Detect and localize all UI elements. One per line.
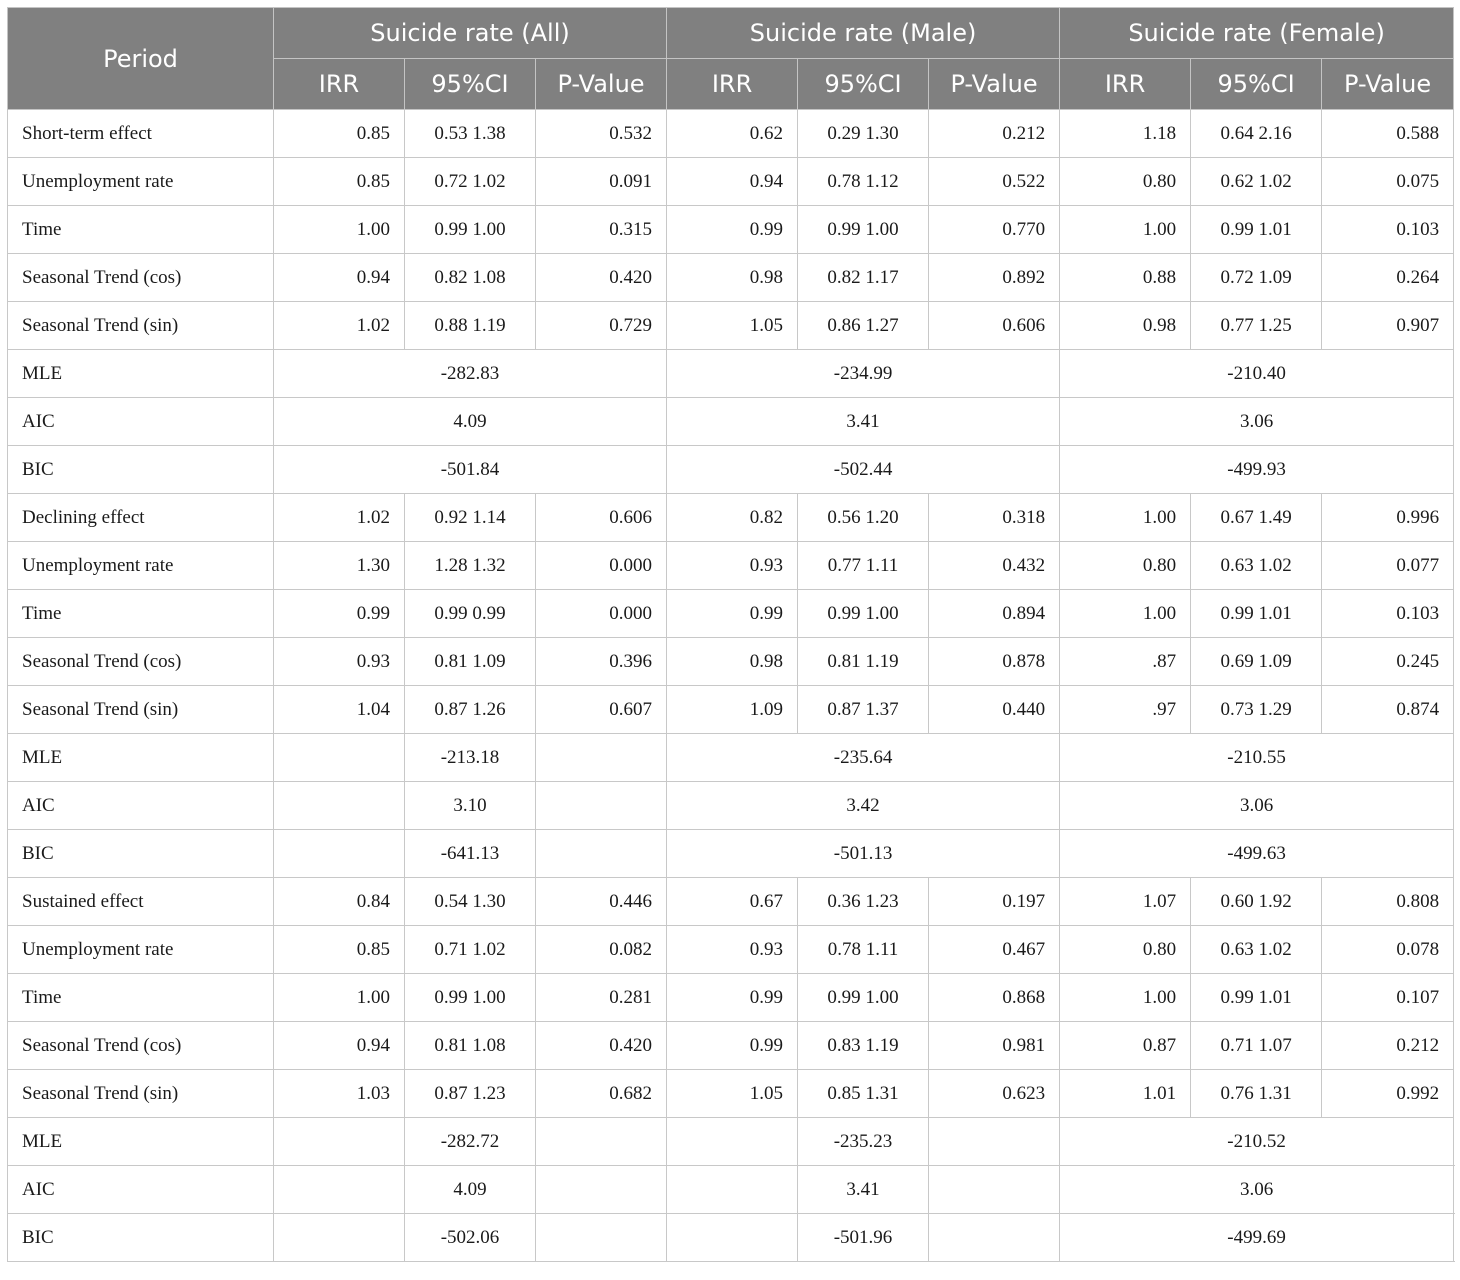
- p-value-cell: 0.077: [1322, 542, 1454, 590]
- model-stat-row: [8, 1214, 1454, 1262]
- p-value-cell: 0.808: [1322, 878, 1454, 926]
- model-stat-value: -641.13: [405, 830, 536, 878]
- table-row: [8, 974, 1454, 1022]
- table-header: [8, 8, 1454, 110]
- p-value-cell: 0.907: [1322, 302, 1454, 350]
- group-header-female: Suicide rate (Female): [1060, 8, 1454, 59]
- irr-cell: 0.85: [274, 158, 405, 206]
- p-value-cell: 0.091: [536, 158, 667, 206]
- model-stat-value: -501.84: [274, 446, 667, 494]
- p-value-cell: 0.892: [929, 254, 1060, 302]
- p-value-header: P-Value: [1322, 59, 1454, 110]
- model-stat-row: [8, 446, 1454, 494]
- table-row: [8, 1070, 1454, 1118]
- ci-cell: 0.36 1.23: [798, 878, 929, 926]
- ci-cell: 0.82 1.17: [798, 254, 929, 302]
- table-row: [8, 494, 1454, 542]
- irr-cell: 1.09: [667, 686, 798, 734]
- p-value-cell: 0.000: [536, 542, 667, 590]
- table-body: [8, 110, 1454, 1262]
- irr-header: IRR: [274, 59, 405, 110]
- p-value-cell: 0.996: [1322, 494, 1454, 542]
- irr-cell: 1.00: [1060, 494, 1191, 542]
- model-stat-value: -501.13: [667, 830, 1060, 878]
- irr-cell: 0.85: [274, 926, 405, 974]
- table-row: [8, 926, 1454, 974]
- irr-cell: 0.93: [274, 638, 405, 686]
- empty-cell: [536, 1118, 667, 1166]
- ci-cell: 0.83 1.19: [798, 1022, 929, 1070]
- irr-cell: 1.02: [274, 494, 405, 542]
- table-row: [8, 302, 1454, 350]
- p-value-cell: 0.467: [929, 926, 1060, 974]
- model-stat-row: [8, 398, 1454, 446]
- irr-cell: 0.62: [667, 110, 798, 158]
- period-header: Period: [8, 8, 274, 110]
- model-stat-value: -213.18: [405, 734, 536, 782]
- p-value-cell: 0.878: [929, 638, 1060, 686]
- p-value-cell: 0.264: [1322, 254, 1454, 302]
- irr-cell: 0.98: [667, 638, 798, 686]
- ci-cell: 0.77 1.11: [798, 542, 929, 590]
- p-value-cell: 0.078: [1322, 926, 1454, 974]
- row-label: Unemployment rate: [8, 158, 274, 206]
- ci-cell: 0.53 1.38: [405, 110, 536, 158]
- model-stat-value: -282.83: [274, 350, 667, 398]
- irr-cell: 0.99: [274, 590, 405, 638]
- irr-cell: .87: [1060, 638, 1191, 686]
- irr-cell: 1.03: [274, 1070, 405, 1118]
- p-value-cell: 0.894: [929, 590, 1060, 638]
- ci-cell: 0.99 1.00: [798, 974, 929, 1022]
- ci-cell: 0.63 1.02: [1191, 926, 1322, 974]
- ci-cell: 0.62 1.02: [1191, 158, 1322, 206]
- model-stat-value: -235.64: [667, 734, 1060, 782]
- p-value-cell: 0.623: [929, 1070, 1060, 1118]
- table-row: [8, 638, 1454, 686]
- model-stat-value: 3.06: [1060, 782, 1454, 830]
- ci-cell: 0.72 1.02: [405, 158, 536, 206]
- irr-cell: 0.98: [667, 254, 798, 302]
- p-value-cell: 0.212: [1322, 1022, 1454, 1070]
- ci-cell: 0.63 1.02: [1191, 542, 1322, 590]
- irr-cell: 0.99: [667, 590, 798, 638]
- irr-cell: 1.00: [1060, 974, 1191, 1022]
- ci-cell: 0.78 1.11: [798, 926, 929, 974]
- model-stat-value: 3.10: [405, 782, 536, 830]
- irr-cell: 0.85: [274, 110, 405, 158]
- model-stat-value: -282.72: [405, 1118, 536, 1166]
- irr-cell: 0.99: [667, 974, 798, 1022]
- p-value-cell: 0.770: [929, 206, 1060, 254]
- row-label: Unemployment rate: [8, 926, 274, 974]
- p-value-cell: 0.420: [536, 1022, 667, 1070]
- empty-cell: [536, 782, 667, 830]
- p-value-cell: 0.588: [1322, 110, 1454, 158]
- p-value-cell: 0.729: [536, 302, 667, 350]
- irr-cell: 1.05: [667, 302, 798, 350]
- empty-cell: [274, 1166, 405, 1214]
- p-value-cell: 0.440: [929, 686, 1060, 734]
- irr-cell: 0.99: [667, 1022, 798, 1070]
- empty-cell: [536, 1214, 667, 1262]
- row-label: AIC: [8, 398, 274, 446]
- row-label: MLE: [8, 1118, 274, 1166]
- ci-cell: 0.87 1.37: [798, 686, 929, 734]
- ci-header: 95%CI: [798, 59, 929, 110]
- row-label: BIC: [8, 446, 274, 494]
- model-stat-value: -210.52: [1060, 1118, 1454, 1166]
- ci-cell: 0.99 1.00: [405, 206, 536, 254]
- row-label: AIC: [8, 1166, 274, 1214]
- ci-cell: 0.29 1.30: [798, 110, 929, 158]
- p-value-cell: 0.315: [536, 206, 667, 254]
- ci-cell: 0.76 1.31: [1191, 1070, 1322, 1118]
- model-stat-row: [8, 782, 1454, 830]
- row-label: Seasonal Trend (sin): [8, 302, 274, 350]
- row-label: Seasonal Trend (sin): [8, 686, 274, 734]
- irr-cell: 1.04: [274, 686, 405, 734]
- irr-cell: 1.07: [1060, 878, 1191, 926]
- model-stat-value: 3.06: [1060, 398, 1454, 446]
- irr-cell: 0.94: [274, 1022, 405, 1070]
- model-stat-value: -502.06: [405, 1214, 536, 1262]
- row-label: Time: [8, 206, 274, 254]
- p-value-cell: 0.682: [536, 1070, 667, 1118]
- p-value-cell: 0.212: [929, 110, 1060, 158]
- empty-cell: [929, 1166, 1060, 1214]
- p-value-cell: 0.197: [929, 878, 1060, 926]
- ci-cell: 0.87 1.26: [405, 686, 536, 734]
- p-value-cell: 0.532: [536, 110, 667, 158]
- irr-cell: 0.84: [274, 878, 405, 926]
- model-stat-value: 4.09: [405, 1166, 536, 1214]
- model-stat-row: [8, 1118, 1454, 1166]
- p-value-cell: 0.432: [929, 542, 1060, 590]
- model-stat-value: -234.99: [667, 350, 1060, 398]
- p-value-cell: 0.103: [1322, 206, 1454, 254]
- ci-cell: 0.81 1.08: [405, 1022, 536, 1070]
- irr-cell: 0.98: [1060, 302, 1191, 350]
- empty-cell: [274, 1214, 405, 1262]
- irr-cell: 1.00: [274, 206, 405, 254]
- model-stat-value: 3.41: [798, 1166, 929, 1214]
- p-value-cell: 0.107: [1322, 974, 1454, 1022]
- ci-cell: 0.71 1.02: [405, 926, 536, 974]
- model-stat-row: [8, 734, 1454, 782]
- ci-cell: 0.92 1.14: [405, 494, 536, 542]
- row-label: Seasonal Trend (cos): [8, 638, 274, 686]
- row-label: Seasonal Trend (sin): [8, 1070, 274, 1118]
- ci-cell: 0.81 1.19: [798, 638, 929, 686]
- p-value-cell: 0.082: [536, 926, 667, 974]
- irr-cell: 0.80: [1060, 158, 1191, 206]
- ci-cell: 0.77 1.25: [1191, 302, 1322, 350]
- empty-cell: [536, 830, 667, 878]
- p-value-cell: 0.522: [929, 158, 1060, 206]
- model-stat-value: 4.09: [274, 398, 667, 446]
- p-value-cell: 0.606: [929, 302, 1060, 350]
- irr-cell: 1.00: [1060, 590, 1191, 638]
- irr-cell: 0.82: [667, 494, 798, 542]
- ci-cell: 0.78 1.12: [798, 158, 929, 206]
- irr-cell: 1.02: [274, 302, 405, 350]
- row-label: Unemployment rate: [8, 542, 274, 590]
- irr-cell: 1.00: [274, 974, 405, 1022]
- row-label: Short-term effect: [8, 110, 274, 158]
- row-label: Sustained effect: [8, 878, 274, 926]
- model-stat-row: [8, 830, 1454, 878]
- ci-cell: 0.87 1.23: [405, 1070, 536, 1118]
- row-label: AIC: [8, 782, 274, 830]
- empty-cell: [274, 1118, 405, 1166]
- ci-cell: 0.99 1.01: [1191, 206, 1322, 254]
- irr-cell: 1.18: [1060, 110, 1191, 158]
- p-value-cell: 0.606: [536, 494, 667, 542]
- ci-cell: 0.72 1.09: [1191, 254, 1322, 302]
- table-row: [8, 254, 1454, 302]
- irr-cell: 0.80: [1060, 926, 1191, 974]
- p-value-cell: 0.981: [929, 1022, 1060, 1070]
- ci-cell: 0.67 1.49: [1191, 494, 1322, 542]
- irr-cell: 0.67: [667, 878, 798, 926]
- p-value-cell: 0.446: [536, 878, 667, 926]
- irr-cell: 0.93: [667, 926, 798, 974]
- table-row: [8, 590, 1454, 638]
- table-row: [8, 878, 1454, 926]
- model-stat-value: -499.63: [1060, 830, 1454, 878]
- empty-cell: [536, 1166, 667, 1214]
- table-row: [8, 158, 1454, 206]
- p-value-cell: 0.318: [929, 494, 1060, 542]
- ci-cell: 0.99 0.99: [405, 590, 536, 638]
- irr-cell: 0.88: [1060, 254, 1191, 302]
- model-stat-value: 3.42: [667, 782, 1060, 830]
- ci-cell: 0.99 1.00: [798, 590, 929, 638]
- p-value-header: P-Value: [536, 59, 667, 110]
- model-stat-row: [8, 350, 1454, 398]
- results-table: [7, 7, 1454, 1262]
- irr-cell: 0.93: [667, 542, 798, 590]
- model-stat-value: -210.40: [1060, 350, 1454, 398]
- irr-header: IRR: [1060, 59, 1191, 110]
- model-stat-value: -210.55: [1060, 734, 1454, 782]
- empty-cell: [536, 734, 667, 782]
- model-stat-value: -501.96: [798, 1214, 929, 1262]
- row-label: Time: [8, 974, 274, 1022]
- model-stat-value: -499.69: [1060, 1214, 1454, 1262]
- p-value-header: P-Value: [929, 59, 1060, 110]
- empty-cell: [667, 1166, 798, 1214]
- row-label: MLE: [8, 734, 274, 782]
- p-value-cell: 0.992: [1322, 1070, 1454, 1118]
- table-row: [8, 1022, 1454, 1070]
- empty-cell: [929, 1214, 1060, 1262]
- empty-cell: [667, 1214, 798, 1262]
- empty-cell: [274, 734, 405, 782]
- irr-cell: 0.87: [1060, 1022, 1191, 1070]
- model-stat-value: -502.44: [667, 446, 1060, 494]
- model-stat-value: -235.23: [798, 1118, 929, 1166]
- ci-cell: 0.99 1.01: [1191, 590, 1322, 638]
- model-stat-value: 3.41: [667, 398, 1060, 446]
- ci-cell: 0.56 1.20: [798, 494, 929, 542]
- ci-cell: 0.86 1.27: [798, 302, 929, 350]
- row-label: MLE: [8, 350, 274, 398]
- ci-cell: 0.60 1.92: [1191, 878, 1322, 926]
- irr-cell: 0.80: [1060, 542, 1191, 590]
- irr-cell: 1.30: [274, 542, 405, 590]
- row-label: BIC: [8, 1214, 274, 1262]
- empty-cell: [274, 830, 405, 878]
- row-label: BIC: [8, 830, 274, 878]
- ci-cell: 0.69 1.09: [1191, 638, 1322, 686]
- ci-cell: 0.64 2.16: [1191, 110, 1322, 158]
- p-value-cell: 0.396: [536, 638, 667, 686]
- p-value-cell: 0.000: [536, 590, 667, 638]
- group-header-all: Suicide rate (All): [274, 8, 667, 59]
- empty-cell: [667, 1118, 798, 1166]
- ci-cell: 0.99 1.00: [798, 206, 929, 254]
- ci-cell: 0.88 1.19: [405, 302, 536, 350]
- table-row: [8, 686, 1454, 734]
- p-value-cell: 0.420: [536, 254, 667, 302]
- p-value-cell: 0.245: [1322, 638, 1454, 686]
- ci-header: 95%CI: [405, 59, 536, 110]
- row-label: Time: [8, 590, 274, 638]
- ci-cell: 0.54 1.30: [405, 878, 536, 926]
- p-value-cell: 0.075: [1322, 158, 1454, 206]
- ci-cell: 0.85 1.31: [798, 1070, 929, 1118]
- row-label: Seasonal Trend (cos): [8, 254, 274, 302]
- ci-cell: 1.28 1.32: [405, 542, 536, 590]
- empty-cell: [274, 782, 405, 830]
- irr-cell: 1.05: [667, 1070, 798, 1118]
- ci-cell: 0.82 1.08: [405, 254, 536, 302]
- irr-cell: 1.01: [1060, 1070, 1191, 1118]
- p-value-cell: 0.874: [1322, 686, 1454, 734]
- model-stat-value: -499.93: [1060, 446, 1454, 494]
- irr-header: IRR: [667, 59, 798, 110]
- p-value-cell: 0.281: [536, 974, 667, 1022]
- irr-cell: 0.99: [667, 206, 798, 254]
- ci-cell: 0.81 1.09: [405, 638, 536, 686]
- ci-cell: 0.99 1.00: [405, 974, 536, 1022]
- p-value-cell: 0.103: [1322, 590, 1454, 638]
- model-stat-value: 3.06: [1060, 1166, 1454, 1214]
- ci-cell: 0.71 1.07: [1191, 1022, 1322, 1070]
- row-label: Seasonal Trend (cos): [8, 1022, 274, 1070]
- model-stat-row: [8, 1166, 1454, 1214]
- table-row: [8, 206, 1454, 254]
- ci-cell: 0.99 1.01: [1191, 974, 1322, 1022]
- irr-cell: 0.94: [667, 158, 798, 206]
- irr-cell: 1.00: [1060, 206, 1191, 254]
- table-row: [8, 542, 1454, 590]
- table-row: [8, 110, 1454, 158]
- ci-cell: 0.73 1.29: [1191, 686, 1322, 734]
- group-header-male: Suicide rate (Male): [667, 8, 1060, 59]
- irr-cell: .97: [1060, 686, 1191, 734]
- ci-header: 95%CI: [1191, 59, 1322, 110]
- empty-cell: [929, 1118, 1060, 1166]
- row-label: Declining effect: [8, 494, 274, 542]
- p-value-cell: 0.607: [536, 686, 667, 734]
- irr-cell: 0.94: [274, 254, 405, 302]
- p-value-cell: 0.868: [929, 974, 1060, 1022]
